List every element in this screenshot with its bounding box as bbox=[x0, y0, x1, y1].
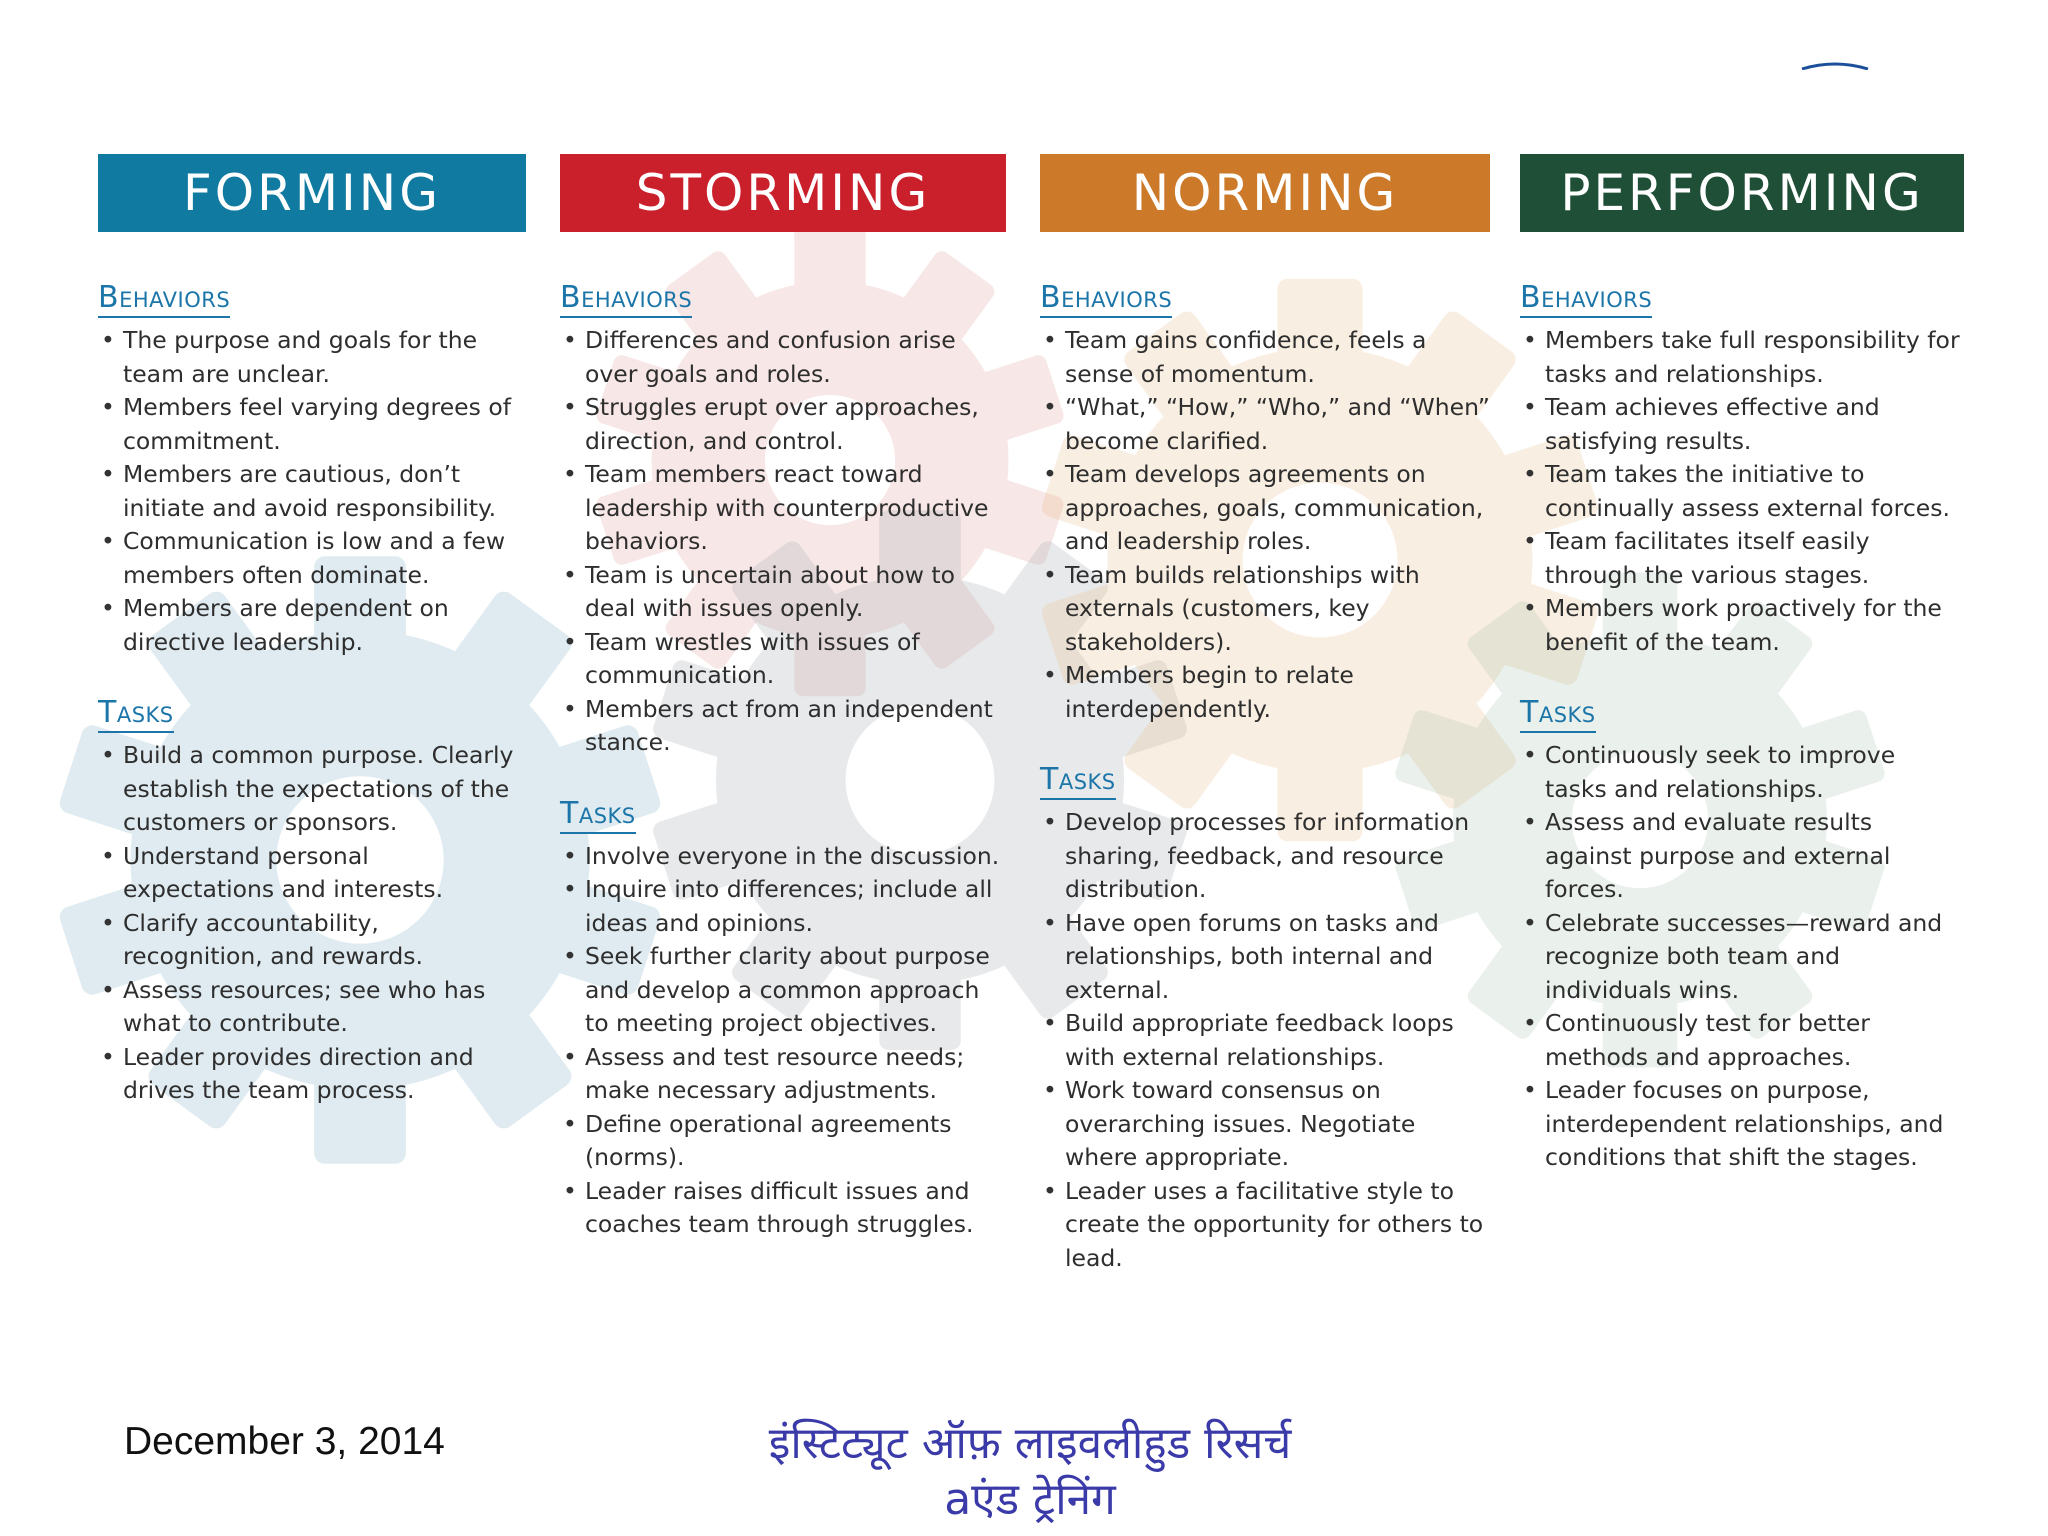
list-item: • Build appropriate feedback loops with external relationships. bbox=[1040, 1007, 1490, 1074]
list-item: • Team achieves effective and satisfying results. bbox=[1520, 391, 1964, 458]
tasks-list bbox=[1520, 739, 1964, 1175]
list-item: • Continuously test for better methods and approaches. bbox=[1520, 1007, 1964, 1074]
list-item: • Leader focuses on purpose, interdependent relationships, and conditions that shift the stages. bbox=[1520, 1074, 1964, 1175]
list-item: • Seek further clarity about purpose and develop a common approach to meeting project objectives. bbox=[560, 940, 1006, 1041]
column-norming bbox=[1040, 154, 1490, 1275]
list-item: • Members work proactively for the benefit of the team. bbox=[1520, 592, 1964, 659]
behaviors-heading: Behaviors bbox=[1040, 280, 1172, 318]
list-item: • Team members react toward leadership with counterproductive behaviors. bbox=[560, 458, 1006, 559]
list-item: • Have open forums on tasks and relationships, both internal and external. bbox=[1040, 907, 1490, 1008]
list-item: • Team builds relationships with externals (customers, key stakeholders). bbox=[1040, 559, 1490, 660]
behaviors-list bbox=[1040, 324, 1490, 726]
list-item: • Leader provides direction and drives the team process. bbox=[98, 1041, 526, 1108]
behaviors-list bbox=[560, 324, 1006, 760]
stage-header-storming: STORMING bbox=[560, 154, 1006, 232]
list-item: • Members act from an independent stance. bbox=[560, 693, 1006, 760]
list-item: • Assess and test resource needs; make necessary adjustments. bbox=[560, 1041, 1006, 1108]
footer-date: December 3, 2014 bbox=[124, 1420, 445, 1463]
tasks-heading: Tasks bbox=[98, 695, 174, 733]
list-item: • Communication is low and a few members often dominate. bbox=[98, 525, 526, 592]
list-item: • Team wrestles with issues of communication. bbox=[560, 626, 1006, 693]
list-item: • Build a common purpose. Clearly establish the expectations of the customers or sponsors. bbox=[98, 739, 526, 840]
column-storming bbox=[560, 154, 1006, 1242]
footer-organization bbox=[700, 1416, 1360, 1528]
list-item: • Members begin to relate interdependently. bbox=[1040, 659, 1490, 726]
list-item: • Assess resources; see who has what to contribute. bbox=[98, 974, 526, 1041]
list-item: • Struggles erupt over approaches, direction, and control. bbox=[560, 391, 1006, 458]
behaviors-list bbox=[1520, 324, 1964, 659]
column-forming bbox=[98, 154, 526, 1108]
tasks-heading: Tasks bbox=[1520, 695, 1596, 733]
footer-org-line-2: aएंड ट्रेनिंग bbox=[944, 1474, 1116, 1525]
list-item: • Team develops agreements on approaches, goals, communication, and leadership roles. bbox=[1040, 458, 1490, 559]
list-item: • Continuously seek to improve tasks and relationships. bbox=[1520, 739, 1964, 806]
list-item: • Team takes the initiative to continually assess external forces. bbox=[1520, 458, 1964, 525]
list-item: • The purpose and goals for the team are unclear. bbox=[98, 324, 526, 391]
column-performing bbox=[1520, 154, 1964, 1175]
list-item: • Leader uses a facilitative style to create the opportunity for others to lead. bbox=[1040, 1175, 1490, 1276]
tasks-heading: Tasks bbox=[560, 796, 636, 834]
list-item: • Involve everyone in the discussion. bbox=[560, 840, 1006, 874]
stage-header-performing: PERFORMING bbox=[1520, 154, 1964, 232]
list-item: • Work toward consensus on overarching issues. Negotiate where appropriate. bbox=[1040, 1074, 1490, 1175]
list-item: • Leader raises difficult issues and coaches team through struggles. bbox=[560, 1175, 1006, 1242]
list-item: • Clarify accountability, recognition, and rewards. bbox=[98, 907, 526, 974]
tasks-list bbox=[1040, 806, 1490, 1275]
tasks-heading: Tasks bbox=[1040, 762, 1116, 800]
list-item: • Inquire into differences; include all ideas and opinions. bbox=[560, 873, 1006, 940]
list-item: • Members feel varying degrees of commitment. bbox=[98, 391, 526, 458]
list-item: • Understand personal expectations and interests. bbox=[98, 840, 526, 907]
list-item: • Members are cautious, don’t initiate and avoid responsibility. bbox=[98, 458, 526, 525]
tasks-list bbox=[560, 840, 1006, 1242]
behaviors-list bbox=[98, 324, 526, 659]
behaviors-heading: Behaviors bbox=[560, 280, 692, 318]
stage-header-forming: FORMING bbox=[98, 154, 526, 232]
tasks-list bbox=[98, 739, 526, 1108]
list-item: • Develop processes for information sharing, feedback, and resource distribution. bbox=[1040, 806, 1490, 907]
list-item: • “What,” “How,” “Who,” and “When” become clarified. bbox=[1040, 391, 1490, 458]
list-item: • Members take full responsibility for tasks and relationships. bbox=[1520, 324, 1964, 391]
list-item: • Team facilitates itself easily through the various stages. bbox=[1520, 525, 1964, 592]
list-item: • Members are dependent on directive leadership. bbox=[98, 592, 526, 659]
list-item: • Differences and confusion arise over goals and roles. bbox=[560, 324, 1006, 391]
list-item: • Assess and evaluate results against purpose and external forces. bbox=[1520, 806, 1964, 907]
list-item: • Team is uncertain about how to deal with issues openly. bbox=[560, 559, 1006, 626]
list-item: • Celebrate successes—reward and recognize both team and individuals wins. bbox=[1520, 907, 1964, 1008]
footer-org-line-1: इंस्टिट्यूट ऑफ़ लाइवलीहुड रिसर्च bbox=[768, 1418, 1292, 1469]
list-item: • Team gains confidence, feels a sense of momentum. bbox=[1040, 324, 1490, 391]
top-arc-decoration bbox=[1800, 62, 1870, 70]
behaviors-heading: Behaviors bbox=[98, 280, 230, 318]
behaviors-heading: Behaviors bbox=[1520, 280, 1652, 318]
stage-header-norming: NORMING bbox=[1040, 154, 1490, 232]
list-item: • Define operational agreements (norms). bbox=[560, 1108, 1006, 1175]
